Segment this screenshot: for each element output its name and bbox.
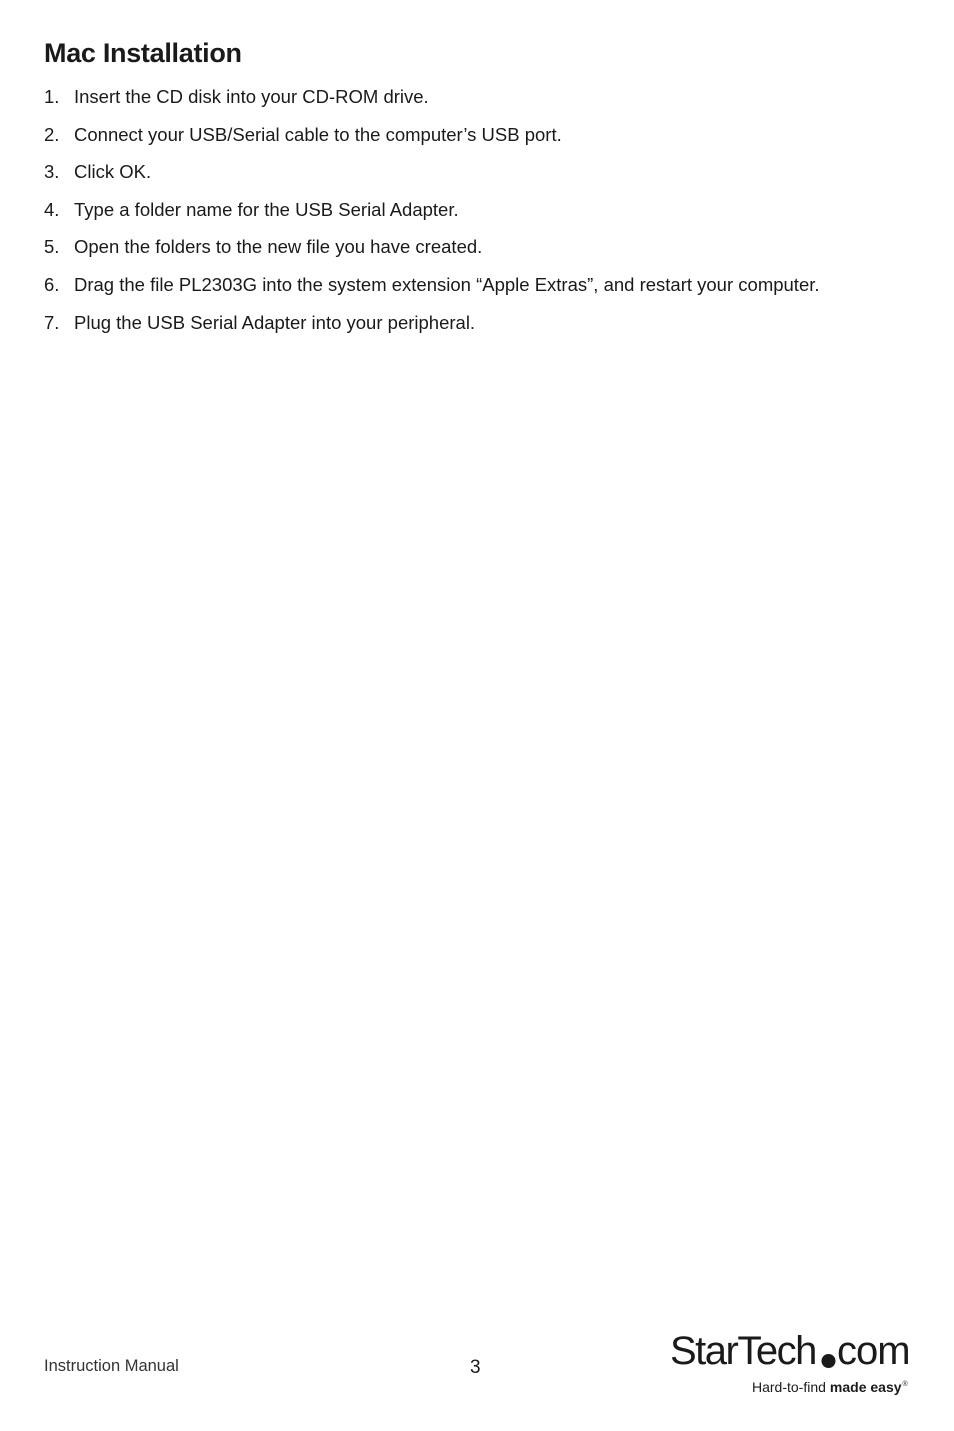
svg-text:StarTech	[670, 1329, 816, 1373]
page-title: Mac Installation	[44, 38, 242, 68]
list-item	[44, 272, 924, 310]
footer-manual-label: Instruction Manual	[44, 1357, 179, 1375]
step-number: 4.	[44, 198, 60, 220]
step-text: Connect your USB/Serial cable to the computer’s USB port.	[74, 123, 562, 145]
list-item	[44, 310, 924, 348]
installation-steps-list	[44, 84, 924, 347]
step-text: Open the folders to the new file you have created.	[74, 236, 483, 258]
step-text: Type a folder name for the USB Serial Adapter.	[74, 198, 459, 220]
step-text: Drag the file PL2303G into the system extension “Apple Extras”, and restart your computer.	[74, 273, 820, 295]
step-number: 6.	[44, 273, 60, 295]
page-number: 3	[470, 1357, 481, 1378]
step-number: 2.	[44, 123, 60, 145]
list-item	[44, 197, 924, 235]
startech-logo	[668, 1328, 920, 1398]
step-text: Insert the CD disk into your CD-ROM drive.	[74, 86, 429, 107]
list-item	[44, 84, 924, 122]
step-number: 7.	[44, 311, 60, 333]
tagline-light: Hard-to-find	[752, 1379, 826, 1395]
registered-mark: ®	[902, 1381, 908, 1388]
step-text: Click OK.	[74, 161, 152, 183]
list-item	[44, 159, 924, 197]
list-item	[44, 234, 924, 272]
logo-dot-icon	[822, 1354, 836, 1368]
step-number: 5.	[44, 236, 60, 258]
logo-name: StarTech	[670, 1329, 816, 1373]
step-number: 1.	[44, 86, 60, 107]
svg-text:Hard-to-findmade easy®	[752, 1379, 909, 1395]
step-text: Plug the USB Serial Adapter into your peripheral.	[74, 311, 476, 333]
tagline-bold: made easy	[829, 1379, 902, 1395]
logo-suffix: com	[837, 1329, 910, 1373]
svg-text:com	[837, 1329, 910, 1373]
list-item	[44, 122, 924, 160]
step-number: 3.	[44, 161, 60, 183]
